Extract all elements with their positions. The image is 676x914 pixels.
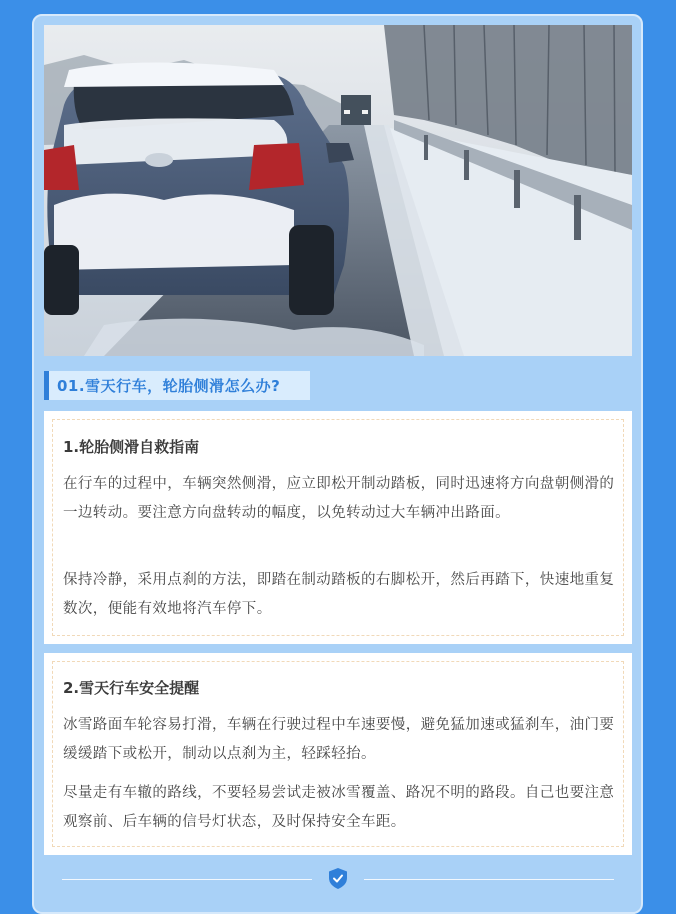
shield-check-icon <box>329 868 347 889</box>
footer-divider-left <box>62 879 312 880</box>
heading-accent-bar <box>44 371 49 400</box>
card-paragraph: 保持冷静，采用点刹的方法，即踏在制动踏板的右脚松开，然后再踏下，快速地重复数次，便能有效地将汽车停下。 <box>63 572 615 617</box>
card-title: 2.雪天行车安全提醒 <box>63 679 200 697</box>
card-paragraph: 尽量走有车辙的路线，不要轻易尝试走被冰雪覆盖、路况不明的路段。自己也要注意观察前、后车辆的信号灯状态，及时保持安全车距。 <box>63 785 615 830</box>
card-title: 1.轮胎侧滑自救指南 <box>63 438 200 456</box>
tip-card-1 <box>44 411 632 644</box>
footer-divider-right <box>364 879 614 880</box>
card-paragraph: 在行车的过程中，车辆突然侧滑，应立即松开制动踏板，同时迅速将方向盘朝侧滑的一边转动。要注意方向盘转动的幅度，以免转动过大车辆冲出路面。 <box>63 476 615 521</box>
snowy-road-car-photo <box>44 25 632 356</box>
tip-card-2 <box>44 653 632 855</box>
card-paragraph: 冰雪路面车轮容易打滑，车辆在行驶过程中车速要慢，避免猛加速或猛刹车，油门要缓缓踏下或松开，制动以点刹为主，轻踩轻抬。 <box>63 717 615 762</box>
section-heading <box>44 371 310 400</box>
section-heading-text: 01.雪天行车，轮胎侧滑怎么办? <box>57 377 281 395</box>
